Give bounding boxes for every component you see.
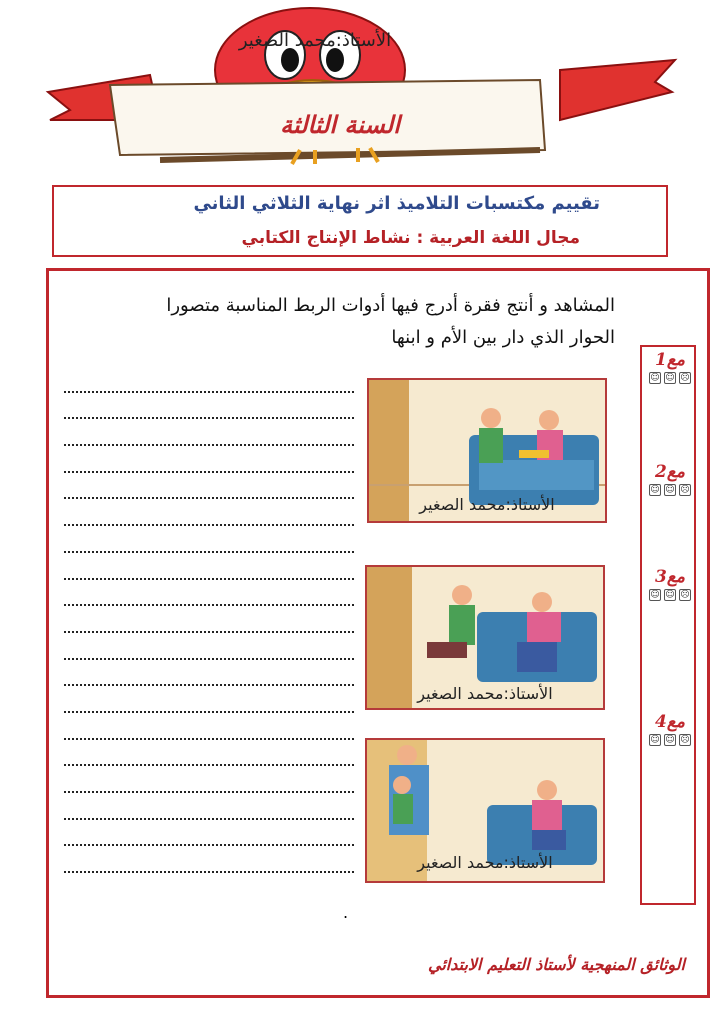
criterion-4 (642, 712, 698, 746)
instruction (70, 290, 615, 354)
writing-line[interactable] (64, 793, 354, 820)
writing-line[interactable] (64, 686, 354, 713)
picture-1-watermark: الأستاذ:محمد الصغير (419, 495, 555, 514)
writing-line[interactable] (64, 473, 354, 500)
writing-line[interactable] (64, 526, 354, 553)
neutral-face-icon[interactable]: ☺ (665, 590, 675, 600)
criterion-1-rating[interactable] (642, 372, 698, 384)
criterion-1-label: مع1 (655, 350, 685, 370)
assessment-subtitle: مجال اللغة العربية : نشاط الإنتاج الكتابي (241, 228, 580, 248)
picture-3-watermark: الأستاذ:محمد الصغير (417, 853, 553, 872)
picture-2-watermark: الأستاذ:محمد الصغير (417, 684, 553, 703)
criterion-2-label: مع2 (655, 462, 685, 482)
scene-picture-2 (365, 565, 605, 710)
instruction-line-1: المشاهد و أنتج فقرة أدرج فيها أدوات الربط المناسبة متصورا (166, 295, 615, 316)
writing-line[interactable] (64, 606, 354, 633)
criterion-4-rating[interactable] (642, 734, 698, 746)
footer-text: الوثائق المنهجية لأستاذ التعليم الابتدائي (428, 955, 685, 974)
writing-line[interactable] (64, 766, 354, 793)
writing-line[interactable] (64, 713, 354, 740)
writing-line[interactable] (64, 660, 354, 687)
grade-label: السنة الثالثة (280, 110, 400, 139)
writing-line[interactable] (64, 846, 354, 873)
sad-face-icon[interactable]: ☹ (680, 485, 690, 495)
writing-line[interactable] (64, 820, 354, 847)
criterion-3 (642, 567, 698, 601)
criterion-1 (642, 350, 698, 384)
writing-line[interactable] (64, 740, 354, 767)
happy-face-icon[interactable]: ☺ (650, 373, 660, 383)
neutral-face-icon[interactable]: ☺ (665, 735, 675, 745)
writing-line[interactable] (64, 553, 354, 580)
teacher-name-top: الأستاذ:محمد الصغير (238, 30, 392, 51)
neutral-face-icon[interactable]: ☺ (665, 485, 675, 495)
writing-line[interactable] (64, 393, 354, 420)
writing-line[interactable] (64, 419, 354, 446)
happy-face-icon[interactable]: ☺ (650, 735, 660, 745)
bird-banner-illustration (40, 0, 680, 180)
writing-line[interactable] (64, 633, 354, 660)
criterion-3-rating[interactable] (642, 589, 698, 601)
sad-face-icon[interactable]: ☹ (680, 373, 690, 383)
sad-face-icon[interactable]: ☹ (680, 590, 690, 600)
sad-face-icon[interactable]: ☹ (680, 735, 690, 745)
assessment-title: تقييم مكتسبات التلاميذ اثر نهاية الثلاثي الثاني (193, 193, 600, 214)
neutral-face-icon[interactable]: ☺ (665, 373, 675, 383)
criterion-4-label: مع4 (655, 712, 685, 732)
scene-picture-1 (367, 378, 607, 523)
writing-line[interactable] (64, 499, 354, 526)
writing-lines[interactable] (64, 366, 354, 873)
end-mark: . (343, 903, 349, 922)
scene-picture-3 (365, 738, 605, 883)
instruction-line-2: الحوار الذي دار بين الأم و ابنها (391, 327, 615, 348)
writing-line[interactable] (64, 446, 354, 473)
criteria-column (640, 345, 696, 905)
happy-face-icon[interactable]: ☺ (650, 485, 660, 495)
writing-line[interactable] (64, 580, 354, 607)
happy-face-icon[interactable]: ☺ (650, 590, 660, 600)
writing-line[interactable] (64, 366, 354, 393)
criterion-2 (642, 462, 698, 496)
criterion-2-rating[interactable] (642, 484, 698, 496)
criterion-3-label: مع3 (655, 567, 685, 587)
